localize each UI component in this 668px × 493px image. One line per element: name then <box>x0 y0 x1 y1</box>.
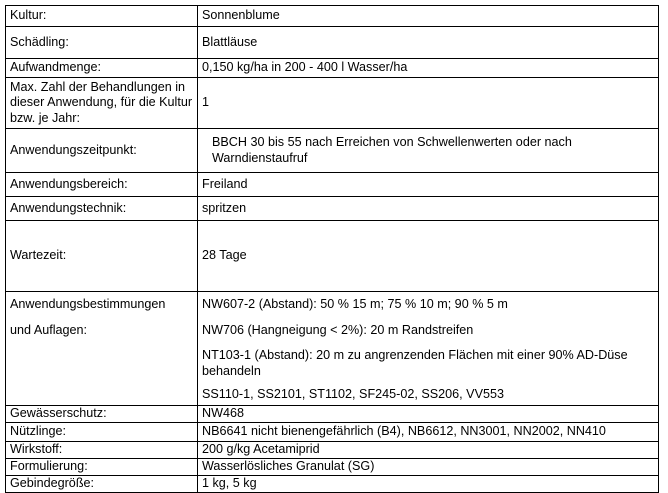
row-label: Gebindegröße: <box>6 475 198 492</box>
row-value: Blattläuse <box>198 27 659 59</box>
row-label: Kultur: <box>6 6 198 27</box>
row-label <box>6 292 198 406</box>
row-label: Wartezeit: <box>6 221 198 292</box>
table-row <box>6 441 659 458</box>
row-value: 200 g/kg Acetamiprid <box>198 441 659 458</box>
table-row <box>6 6 659 27</box>
condition-item: NW607-2 (Abstand): 50 % 15 m; 75 % 10 m; 90 % 5 m <box>202 297 508 311</box>
row-label: Anwendungsbereich: <box>6 173 198 197</box>
row-label: Anwendungstechnik: <box>6 197 198 221</box>
table-row <box>6 27 659 59</box>
row-value: Wasserlösliches Granulat (SG) <box>198 458 659 475</box>
condition-item: NW706 (Hangneigung < 2%): 20 m Randstreifen <box>202 322 474 337</box>
table-row <box>6 197 659 221</box>
table-row <box>6 129 659 173</box>
row-label: Aufwandmenge: <box>6 59 198 78</box>
row-value: 28 Tage <box>198 221 659 292</box>
table-row <box>6 422 659 441</box>
condition-item: NT103-1 (Abstand): 20 m zu angrenzenden Flächen mit einer 90% AD-Düse behandeln <box>202 348 628 378</box>
row-value <box>198 292 659 406</box>
row-value: spritzen <box>198 197 659 221</box>
row-label-line: Anwendungsbestimmungen <box>10 297 166 311</box>
row-value: Freiland <box>198 173 659 197</box>
condition-item: SS110-1, SS2101, ST1102, SF245-02, SS206, VV553 <box>202 387 504 401</box>
table-row <box>6 173 659 197</box>
row-value: 1 kg, 5 kg <box>198 475 659 492</box>
table-row <box>6 458 659 475</box>
table-row <box>6 221 659 292</box>
row-value: BBCH 30 bis 55 nach Erreichen von Schwellenwerten oder nach Warndienstaufruf <box>198 129 659 173</box>
row-value: Sonnenblume <box>198 6 659 27</box>
row-label: Gewässerschutz: <box>6 405 198 422</box>
product-info-table <box>5 5 659 493</box>
row-label: Wirkstoff: <box>6 441 198 458</box>
row-value: NW468 <box>198 405 659 422</box>
row-label: Anwendungszeitpunkt: <box>6 129 198 173</box>
row-label: Max. Zahl der Behandlungen in dieser Anwendung, für die Kultur bzw. je Jahr: <box>6 78 198 129</box>
table-row <box>6 405 659 422</box>
row-label: Nützlinge: <box>6 422 198 441</box>
row-value: NB6641 nicht bienengefährlich (B4), NB6612, NN3001, NN2002, NN410 <box>198 422 659 441</box>
row-label: Schädling: <box>6 27 198 59</box>
table-row <box>6 292 659 406</box>
table-row <box>6 59 659 78</box>
table-row <box>6 475 659 492</box>
row-label: Formulierung: <box>6 458 198 475</box>
row-label-line: und Auflagen: <box>10 322 88 337</box>
table-row <box>6 78 659 129</box>
row-value: 0,150 kg/ha in 200 - 400 l Wasser/ha <box>198 59 659 78</box>
row-value: 1 <box>198 78 659 129</box>
